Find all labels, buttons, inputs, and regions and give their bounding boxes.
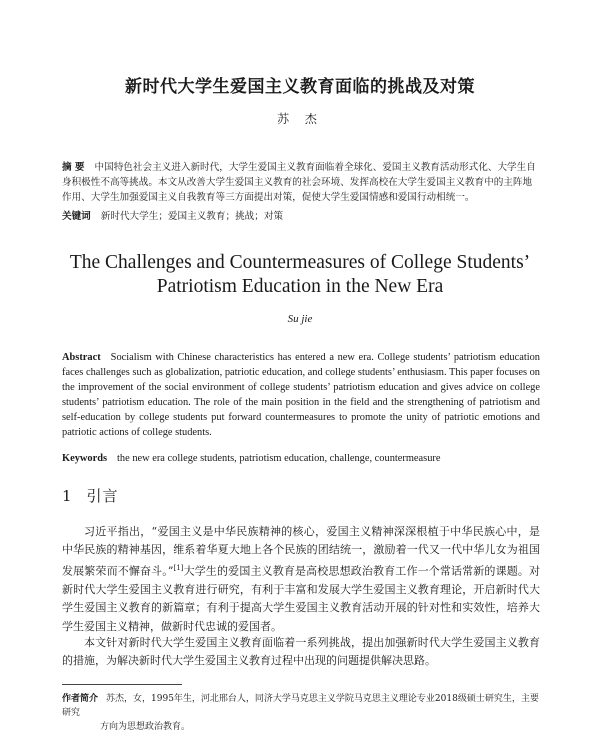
chinese-title: 新时代大学生爱国主义教育面临的挑战及对策 — [125, 77, 475, 97]
english-abstract — [62, 350, 540, 440]
chinese-abstract-label: 摘 要 — [62, 162, 85, 173]
intro-paragraph-1-quote: 习近平指出，“爱国主义是中华民族精神的核心，爱国主义精神深深根植于中华民族心中，是中华民族的精神基因，维系着华夏大地上各个民族的团结统一，激励着一代又一代中华儿女为祖国发展繁荣而不懈奋斗。” — [62, 525, 540, 579]
english-keywords-label: Keywords — [62, 453, 108, 464]
english-title-line-1: The Challenges and Countermeasures of College Students’ — [69, 252, 531, 273]
chinese-keywords-text: 新时代大学生；爱国主义教育；挑战；对策 — [100, 211, 284, 222]
chinese-keywords-label: 关键词 — [62, 211, 91, 222]
footnote-line-2: 方向为思想政治教育。 — [100, 722, 191, 732]
english-keywords-text: the new era college students, patriotism education, challenge, countermeasure — [117, 453, 441, 464]
author-footnote — [62, 692, 540, 734]
english-abstract-label: Abstract — [62, 352, 101, 363]
english-keywords — [62, 451, 540, 466]
chinese-author: 苏 杰 — [277, 112, 323, 126]
intro-paragraph-1 — [62, 523, 540, 636]
chinese-abstract — [62, 160, 540, 205]
english-abstract-text: Socialism with Chinese characteristics has entered a new era. College students’ patriotism education faces challenges such as globalization, patriotic education, and college students’ enthusiasm. This paper focuses on the improvement of the social environment of college students’ patriotism education and gives advice on college students’ patriotism education. The role of the main position in the field and the strengthening of patriotism and self-education by college students put forward countermeasures to promote the unity of patriotic emotions and patriotic actions of college students. — [62, 352, 540, 438]
english-title — [40, 251, 560, 299]
section-heading — [62, 485, 119, 506]
section-title: 引言 — [86, 487, 119, 505]
footnote-label: 作者简介 — [62, 694, 99, 704]
chinese-abstract-text: 中国特色社会主义进入新时代，大学生爱国主义教育面临着全球化、爱国主义教育活动形式化、大学生自身积极性不高等挑战。本文从改善大学生爱国主义教育的社会环境、发挥高校在大学生爱国主义教育中的主阵地作用、大学生加强爱国主义自我教育等三方面提出对策，促使大学生爱国情感和爱国行动相统一。 — [62, 162, 536, 203]
english-title-line-2: Patriotism Education in the New Era — [156, 276, 444, 297]
intro-paragraph-2: 本文针对新时代大学生爱国主义教育面临着一系列挑战，提出加强新时代大学生爱国主义教育的措施，为解决新时代大学生爱国主义教育过程中出现的问题提供解决思路。 — [62, 636, 540, 668]
chinese-keywords — [62, 209, 540, 224]
footnote-line-1: 苏杰，女，1995年生，河北邢台人，同济大学马克思主义学院马克思主义理论专业2018级硕士研究生，主要研究 — [62, 694, 539, 718]
citation-marker: [1] — [173, 564, 184, 573]
footnote-divider — [62, 684, 182, 685]
intro-paragraph-1-body: 大学生的爱国主义教育是高校思想政治教育工作一个常话常新的课题。对新时代大学生爱国主义教育进行研究，有利于丰富和发展大学生爱国主义教育理论，开启新时代大学生爱国主义教育的新篇章；有利于提高大学生爱国主义教育活动开展的针对性和实效性，培养大学生爱国主义精神，做新时代忠诚的爱国者。 — [62, 565, 541, 633]
section-number: 1 — [62, 487, 73, 505]
english-author: Su jie — [287, 313, 313, 325]
